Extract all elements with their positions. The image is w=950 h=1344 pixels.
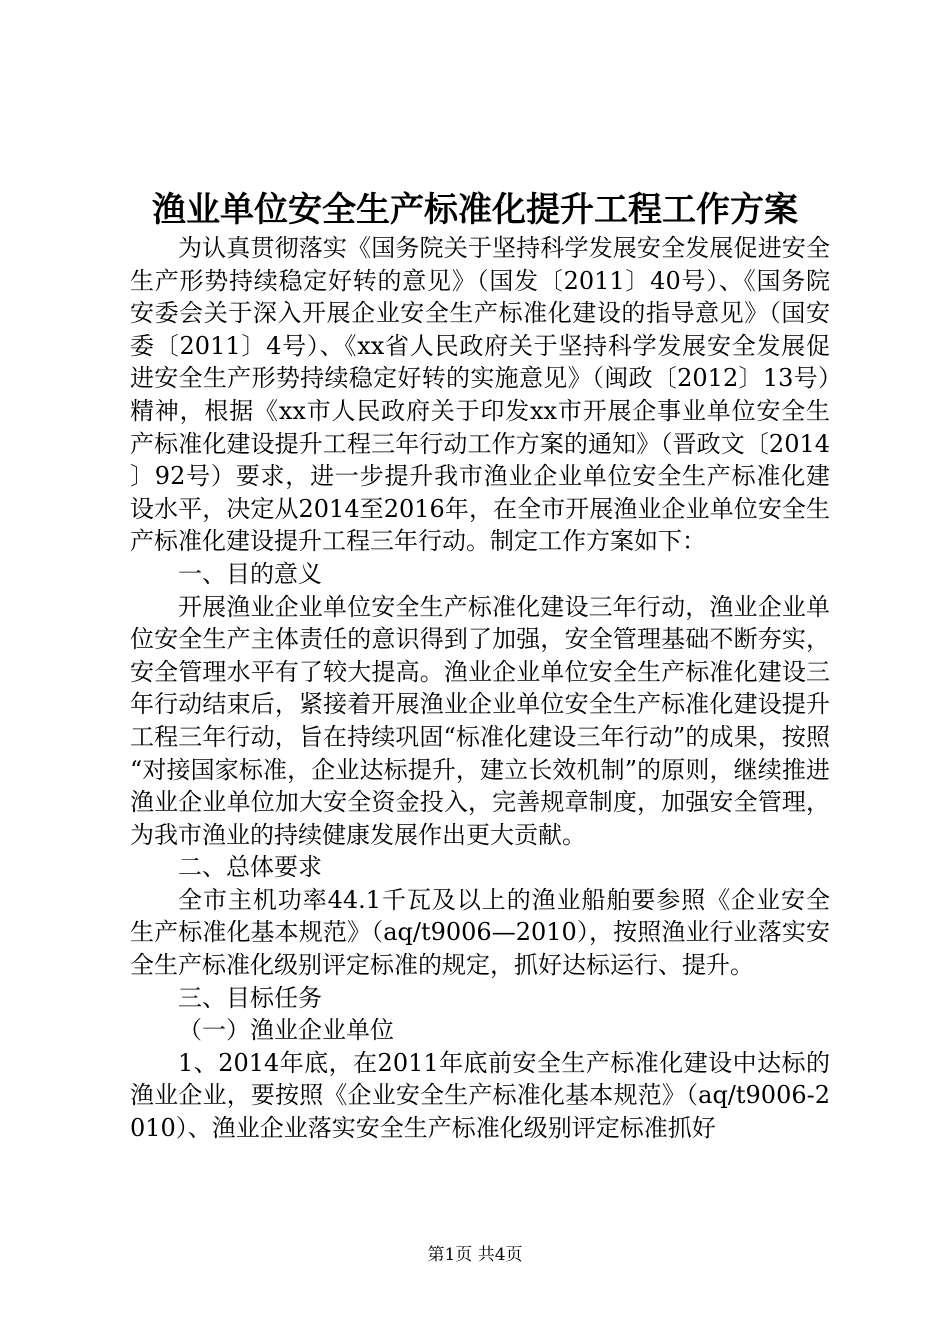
paragraph-purpose: 开展渔业企业单位安全生产标准化建设三年行动，渔业企业单位安全生产主体责任的意识得到了加强，安全管理基础不断夯实，安全管理水平有了较大提高。渔业企业单位安全生产标准化建设三年行动结束后，紧接着开展渔业企业单位安全生产标准化建设提升工程三年行动，旨在持续巩固“标准化建设三年行动”的成果，按照“对接国家标准，企业达标提升，建立长效机制”的原则，继续推进渔业企业单位加大安全资金投入，完善规章制度，加强安全管理，为我市渔业的持续健康发展作出更大贡献。 bbox=[130, 592, 830, 849]
heading-purpose: 一、目的意义 bbox=[178, 559, 322, 588]
paragraph-task-1: 1、2014年底，在2011年底前安全生产标准化建设中达标的渔业企业，要按照《企业安全生产标准化基本规范》（aq/t9006-2010）、渔业企业落实安全生产标准化级别评定标准抓好 bbox=[130, 1048, 830, 1143]
document-body bbox=[130, 232, 830, 1145]
subheading-fishery-units: （一）渔业企业单位 bbox=[178, 1016, 394, 1045]
paragraph-intro: 为认真贯彻落实《国务院关于坚持科学发展安全发展促进安全生产形势持续稳定好转的意见》（国发〔2011〕40号）、《国务院安委会关于深入开展企业安全生产标准化建设的指导意见》（国安委〔2011〕4号）、《xx省人民政府关于坚持科学发展安全发展促进安全生产形势持续稳定好转的实施意见》（闽政〔2012〕13号）精神，根据《xx市人民政府关于印发xx市开展企事业单位安全生产标准化建设提升工程三年行动工作方案的通知》（晋政文〔2014〕92号）要求，进一步提升我市渔业企业单位安全生产标准化建设水平，决定从2014至2016年，在全市开展渔业企业单位安全生产标准化建设提升工程三年行动。制定工作方案如下： bbox=[130, 234, 830, 556]
page-number-footer: 第1页 共4页 bbox=[427, 1245, 523, 1265]
paragraph-requirements: 全市主机功率44.1千瓦及以上的渔业船舶要参照《企业安全生产标准化基本规范》（aq/t9006—2010），按照渔业行业落实安全生产标准化级别评定标准的规定，抓好达标运行、提升。 bbox=[130, 885, 830, 980]
heading-tasks: 三、目标任务 bbox=[178, 983, 322, 1012]
document-title: 渔业单位安全生产标准化提升工程工作方案 bbox=[152, 190, 798, 230]
heading-requirements: 二、总体要求 bbox=[178, 853, 322, 882]
